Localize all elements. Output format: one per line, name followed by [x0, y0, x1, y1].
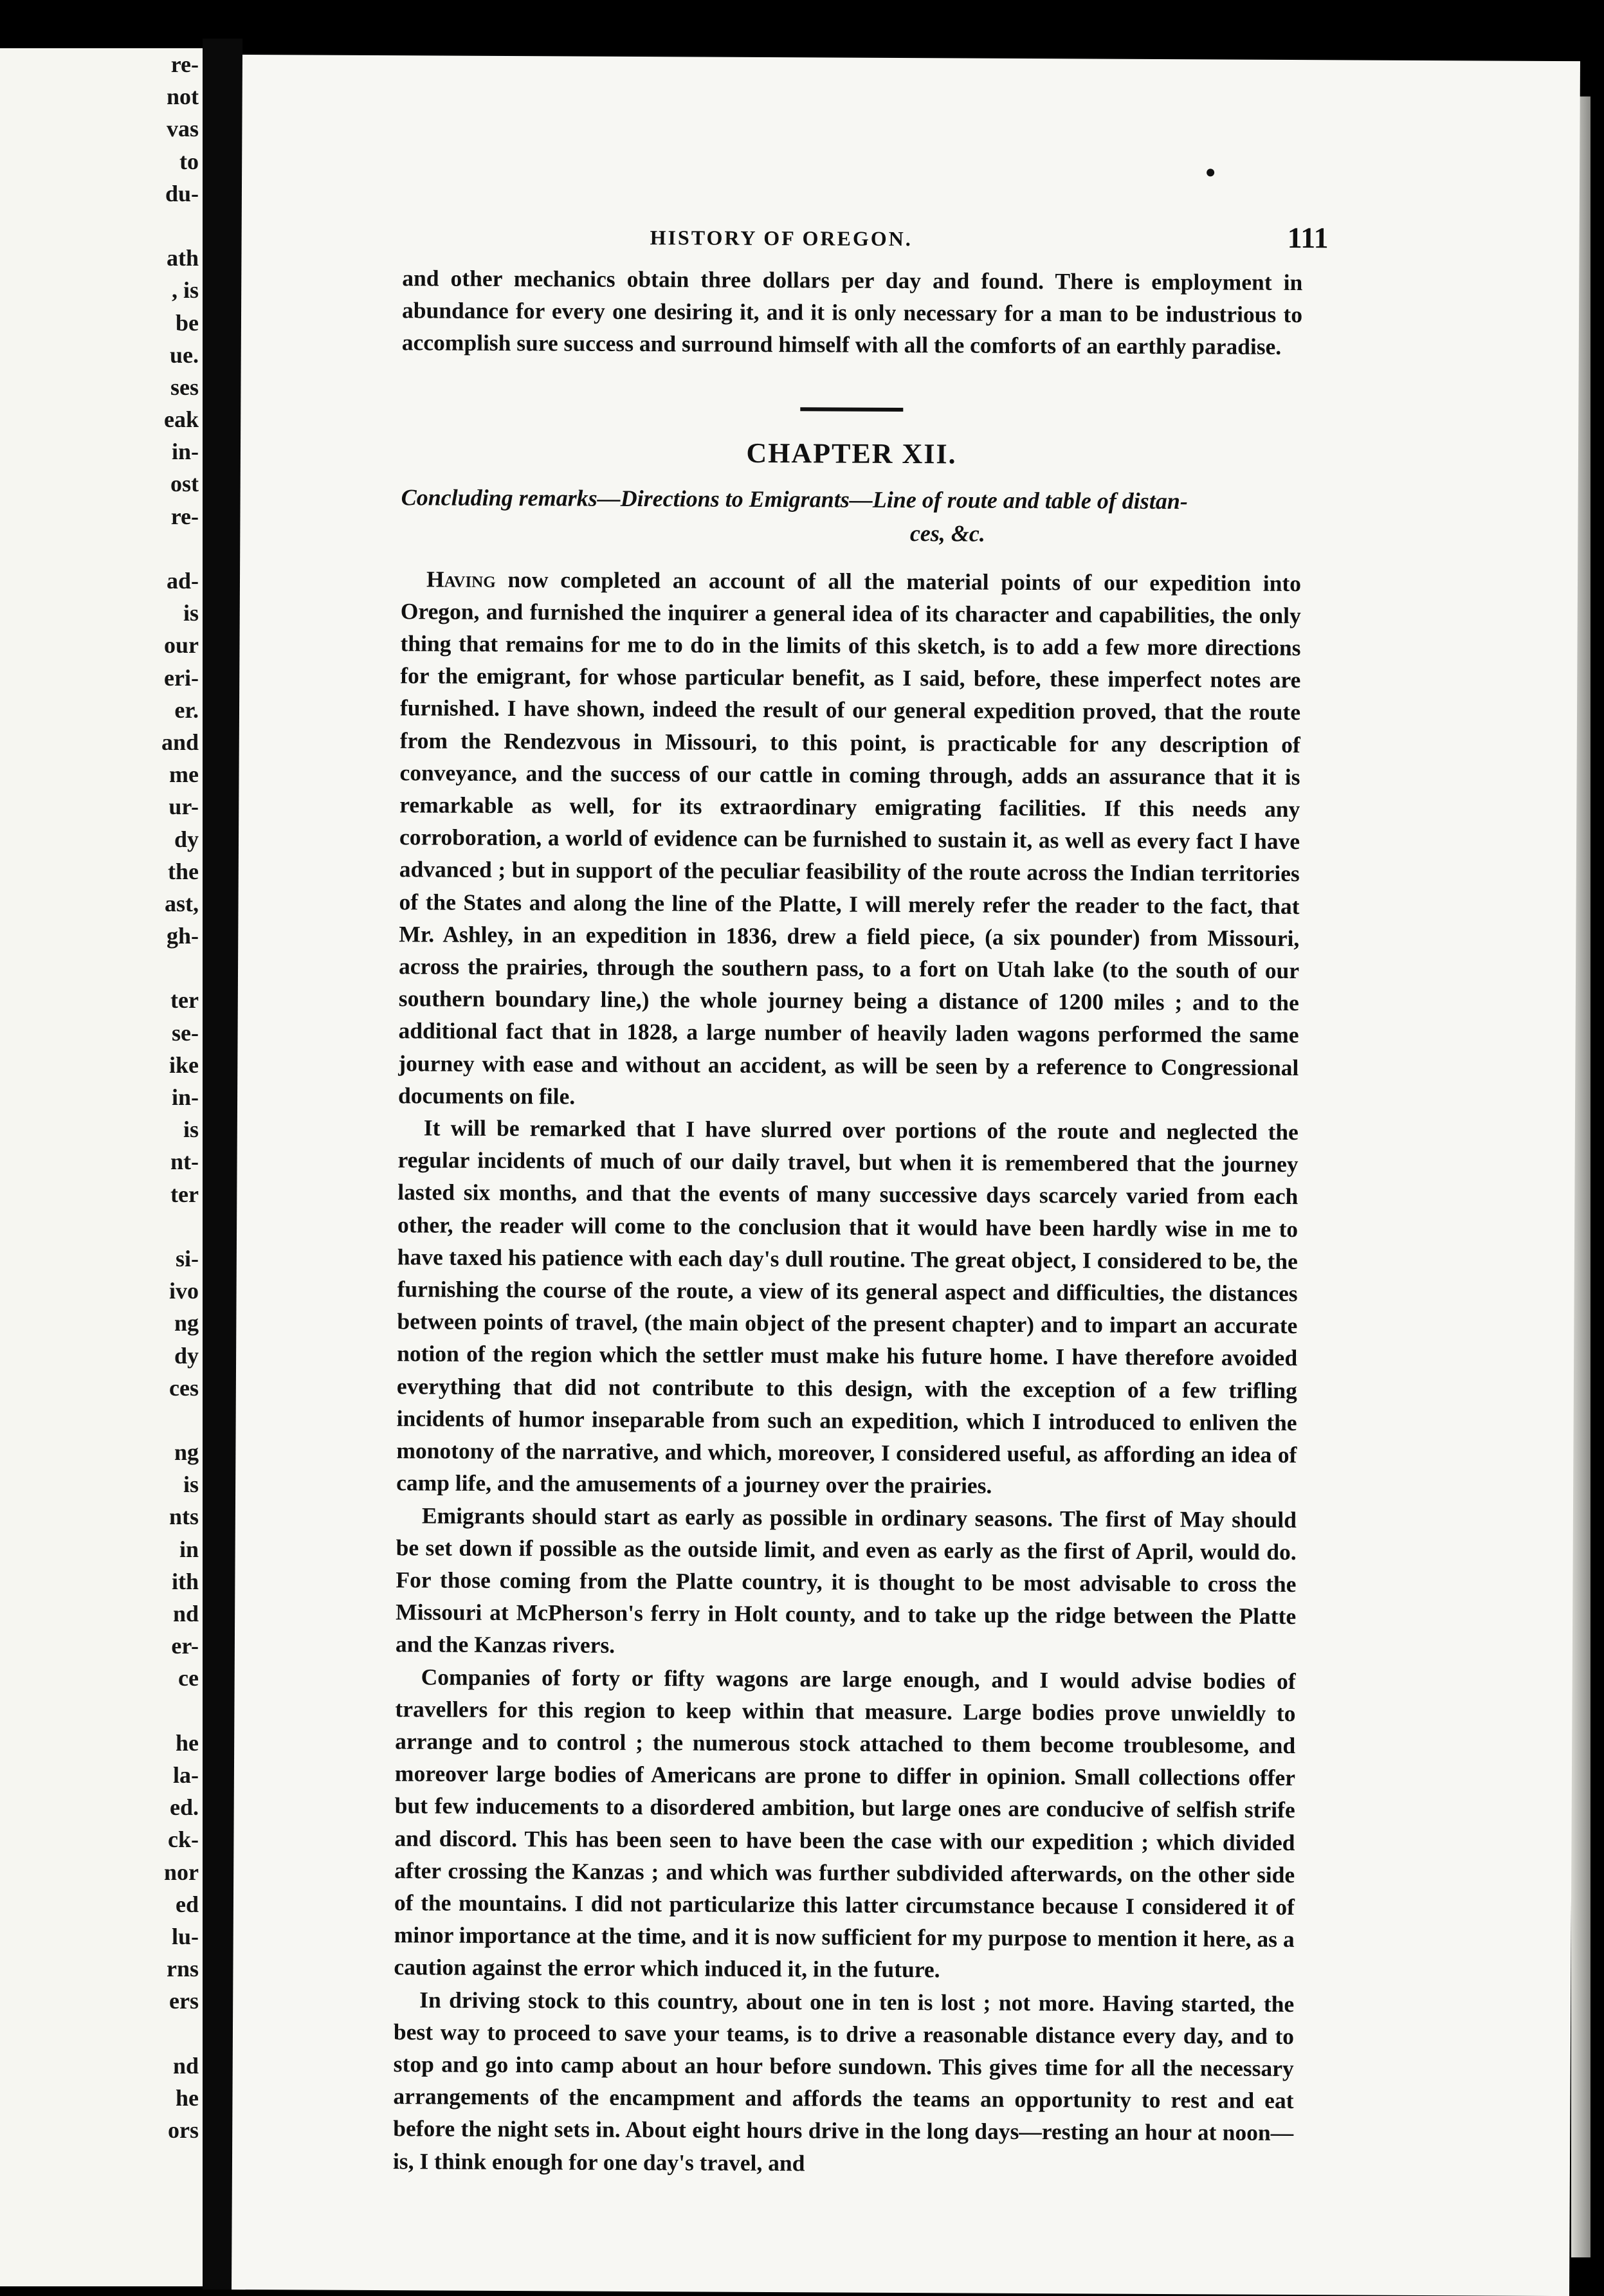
left-page-fragment: ath [166, 245, 199, 271]
left-page-fragment: re- [170, 51, 199, 77]
left-page-fragment: dy [174, 826, 199, 852]
left-page-fragment: ors [168, 2117, 199, 2143]
left-page-fragment: ivo [169, 1278, 199, 1304]
opening-paragraph: and other mechanics obtain three dollars per day and found. There is employment in abundance for every one desiring it, and it is only necessary for a man to be industrious to accomplish sure success and surround himself with all the comforts of an earthly paradise. [401, 265, 1303, 360]
left-page-fragment: dy [174, 1342, 199, 1369]
left-page-fragment: nt- [170, 1149, 199, 1175]
chapter-synopsis [401, 480, 1301, 552]
left-page-fragment: ost [170, 471, 199, 497]
left-page-fragment: ck- [168, 1827, 199, 1853]
left-page-fragment: is [183, 1471, 199, 1498]
left-page-fragment: lu- [171, 1923, 199, 1949]
left-page-fragment: ed. [170, 1794, 199, 1821]
body-paragraph [396, 1111, 1299, 1503]
left-page-fragment: vas [166, 116, 199, 142]
paragraph-lead-word: Having [426, 566, 496, 592]
left-page-fragment: nd [172, 1601, 199, 1626]
section-divider [800, 407, 903, 412]
left-page-fragment: , is [171, 277, 199, 304]
left-page-fragment: si- [176, 1245, 199, 1271]
left-page-fragment: ter [170, 1181, 199, 1207]
left-page-fragment: nts [169, 1504, 199, 1530]
left-page-fragment: ur- [169, 794, 199, 820]
left-page-fragment: in [179, 1536, 199, 1562]
left-page-fragment [122, 210, 199, 242]
left-page-fragment: re- [170, 503, 199, 529]
left-page-fragment: gh- [166, 923, 199, 949]
body-paragraph [398, 563, 1301, 1116]
left-page-fragment: du- [165, 180, 199, 206]
chapter-body [393, 563, 1301, 2182]
left-page-fragment: eak [164, 406, 199, 433]
left-page-fragment: ith [171, 1568, 199, 1594]
body-paragraph [393, 1983, 1294, 2182]
left-page-text-column [122, 48, 203, 2146]
left-page-fragment [122, 533, 199, 565]
paragraph-text: In driving stock to this country, about one in ten is lost ; not more. Having started, the best way to proceed to save your teams, is to drive a reasonable distance every day, and to stop and go into camp about an hour before sundown. This gives time for all the necessary arrangements of the encampment and affords the teams an opportunity to rest and eat before the night sets in. About eight hours drive in the long days—resting an hour at noon—is, I think enough for one day's travel, and [392, 1986, 1295, 2176]
left-page-fragment: our [164, 632, 199, 659]
body-paragraph [394, 1661, 1295, 1988]
right-page [232, 55, 1580, 2296]
left-page-fragment: in- [171, 1084, 199, 1110]
left-page-fragment [122, 1210, 199, 1243]
left-page-fragment: he [176, 2084, 199, 2111]
left-page-fragment: in- [171, 439, 199, 465]
left-page-fragment [122, 952, 199, 984]
page-content [392, 216, 1329, 2182]
left-page-fragment: rns [166, 1956, 199, 1982]
left-page-fragment: and [161, 729, 199, 755]
left-page-fragment: ers [169, 1988, 199, 2014]
paragraph-text: now completed an account of all the material points of our expedition into Oregon, and furnished the inquirer a general idea of its character and capabilities, the only thing that remains for me to do in the limits of this sketch, is to add a few more directions for the emigrant, for whose particular benefit, as I said, before, these imperfect notes are furnished. I have shown, indeed the result of our general expedition proved, that the route from the Rendezvous in Missouri, to this point, is practicable for any description of conveyance, and the success of our cattle in coming through, adds an assurance that it is remarkable as well, for its extraordinary emigrating facilities. If this needs any corroboration, a world of evidence can be furnished to sustain it, as well as every fact I have advanced ; but in support of the peculiar feasibility of the route across the Indian territories of the States and along the line of the Platte, I will merely refer the reader to the fact, that Mr. Ashley, in an expedition in 1836, drew a field piece, (a six pounder) from Missouri, across the prairies, through the southern pass, to a fort on Utah lake (to the south of our southern boundary line,) the whole journey being a distance of 1200 miles ; and to the additional fact that in 1828, a large number of heavily laden wagons performed the same journey with ease and without an accident, as will be seen by a reference to Congressional documents on file. [397, 566, 1302, 1109]
left-page-fragment: ad- [166, 568, 199, 594]
left-page [0, 48, 203, 2286]
left-page-fragment: ng [174, 1310, 199, 1336]
left-page-fragment: nd [172, 2052, 199, 2079]
left-page-fragment: ike [169, 1052, 199, 1078]
paragraph-text: Companies of forty or fifty wagons are large enough, and I would advise bodies of travellers for this region to keep within that measure. Large bodies prove unwieldly to arrange and to control ; the numerous stock attached to them become troublesome, and moreover large bodies of Americans are prone to differ in opinion. Small collections offer but few inducements to a disordered ambition, but large ones are conducive of selfish strife and discord. This has been seen to have been the case with our expedition ; which divided after crossing the Kanzas ; and which was further subdivided afterwards, on the other side of the mountains. I did not particularize this latter circumstance because I considered it of minor importance at the time, and it is now sufficient for my purpose to mention it here, as a caution against the error which induced it, in the future. [394, 1663, 1296, 1983]
left-page-fragment: se- [172, 1019, 199, 1046]
left-page-fragment: ses [170, 374, 199, 400]
synopsis-line-1: Concluding remarks—Directions to Emigrants—Line of route and table of distan- [401, 484, 1188, 514]
body-paragraph [396, 1499, 1297, 1665]
chapter-title: CHAPTER XII. [746, 437, 957, 470]
left-page-fragment: ces [169, 1374, 199, 1401]
left-page-fragment: to [179, 148, 199, 174]
left-page-fragment: la- [173, 1762, 199, 1788]
left-page-fragment: is [183, 600, 199, 626]
left-page-fragment: be [176, 309, 199, 336]
left-page-fragment: nor [164, 1859, 199, 1885]
left-page-fragment: ue. [170, 342, 199, 368]
left-page-fragment: me [169, 761, 199, 788]
left-page-fragment: he [176, 1729, 199, 1756]
paragraph-text: Emigrants should start as early as possible in ordinary seasons. The first of May should be set down if possible as the outside limit, and even as early as the first of April, would do. For those coming from the Platte country, it is thought to be most advisable to cross the Missouri at McPherson's ferry in Holt county, and to take up the ridge between the Platte and the Kanzas rivers. [395, 1502, 1297, 1659]
left-page-fragment: is [183, 1116, 199, 1143]
page-header [403, 216, 1329, 255]
paragraph-text: It will be remarked that I have slurred over portions of the route and neglected the regular incidents of much of our daily travel, but when it is remembered that the journey lasted six months, and that the events of many successive days scarcely varied from each other, the reader will come to the conclusion that it would have been hardly wise in me to have taxed his patience with each day's dull routine. The great object, I considered to be, the furnishing the course of the route, a view of its general aspect and difficulties, the distances between points of travel, (the main object of the present chapter) and to impart an accurate notion of the region which the settler must make his future home. I have therefore avoided everything that did not contribute to this design, with the exception of a few trifling incidents of humor inseparable from such an expedition, which I introduced to enliven the monotony of the narrative, and which, moreover, I considered useful, as affording an idea of camp life, and the amusements of a journey over the prairies. [396, 1115, 1299, 1499]
page-number: 111 [1287, 221, 1329, 255]
ink-dot [1207, 169, 1214, 176]
left-page-fragment: ed [176, 1891, 199, 1917]
left-page-fragment: eri- [164, 664, 199, 691]
left-page-fragment: ng [174, 1439, 199, 1466]
left-page-fragment: the [168, 858, 199, 884]
left-page-fragment [122, 1404, 199, 1436]
left-page-fragment: ast, [165, 890, 199, 916]
synopsis-line-2: ces, &c. [909, 520, 985, 547]
left-page-fragment: not [166, 84, 199, 110]
left-page-fragment: er- [171, 1633, 199, 1659]
left-page-fragment: ter [170, 987, 199, 1014]
running-head: HISTORY OF OREGON. [650, 226, 913, 251]
left-page-fragment: ce [178, 1665, 199, 1691]
left-page-fragment: er. [174, 697, 199, 723]
left-page-fragment [122, 1695, 199, 1727]
left-page-fragment [122, 2017, 199, 2049]
